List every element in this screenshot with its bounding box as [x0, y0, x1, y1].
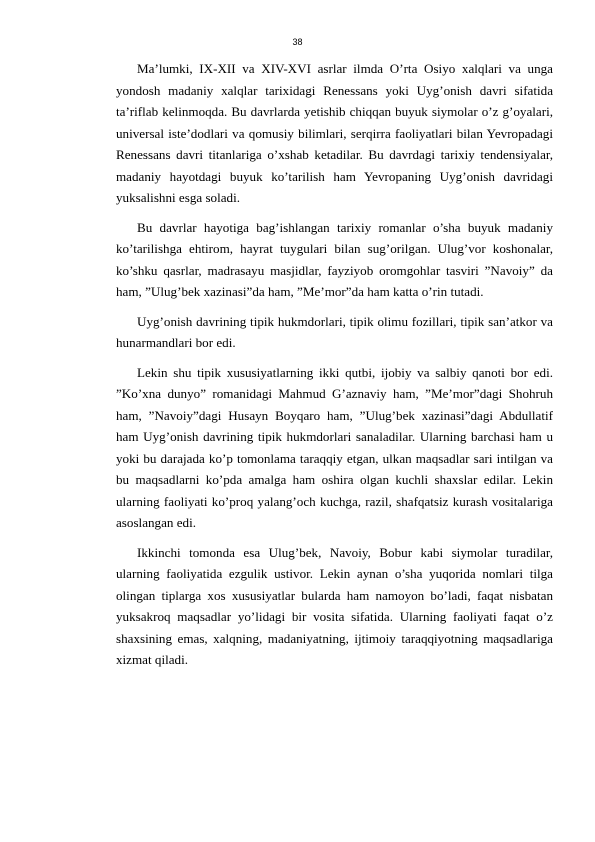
- paragraph-2: Bu davrlar hayotiga bag’ishlangan tarixiy romanlar o’sha buyuk madaniy ko’tarilishga ehtirom, hayrat tuygulari bilan sug’orilgan. Ulug’vor koshonalar, ko’shku qasrlar, madrasayu masjidlar, fayziyob oromgohlar tasviri ”Navoiy” da ham, ”Ulug’bek xazinasi”da ham, ”Me’mor”da ham katta o’rin tutadi.: [116, 219, 553, 299]
- paragraph-4: Lekin shu tipik xususiyatlarning ikki qutbi, ijobiy va salbiy qanoti bor edi. ”Ko’xna dunyo” romanidagi Mahmud G’aznaviy ham, ”Me’mor”dagi Shohruh ham, ”Navoiy”dagi Husayn Boyqaro ham, ”Ulug’bek xazinasi”dagi Abdullatif ham Uyg’onish davrining tipik hukmdorlari sanaladilar. Ularning barchasi ham u yoki bu darajada ko’p tomonlama taraqqiy etgan, ulkan maqsadlar sari intilgan va bu maqsadlarni ko’pda amalga ham oshira olgan kuchli shaxslar edilar. Lekin ularning faoliyati ko’proq yalang’och kuchga, razil, shafqatsiz kurash vositalariga asoslangan edi.: [116, 364, 553, 530]
- page-number: 38: [292, 37, 303, 47]
- paragraph-5: Ikkinchi tomonda esa Ulug’bek, Navoiy, Bobur kabi siymolar turadilar, ularning faoliyatida ezgulik ustivor. Lekin aynan o’sha yuqorida nomlari tilga olingan tiplarga xos xususiyatlar bularda ham namoyon bo’ladi, faqat nisbatan yuksakroq maqsadlar yo’lidagi bir vosita sifatida. Ularning faoliyati faqat o’z shaxsining emas, xalqning, madaniyatning, ijtimoiy taraqqiyotning maqsadlariga xizmat qiladi.: [116, 544, 553, 667]
- paragraph-1: Ma’lumki, IX-XII va XIV-XVI asrlar ilmda O’rta Osiyo xalqlari va unga yondosh madaniy xalqlar tarixidagi Renessans yoki Uyg’onish davri sifatida ta’riflab kelinmoqda. Bu davrlarda yetishib chiqqan buyuk siymolar o’z g’oyalari, universal iste’dodlari va qomusiy bilimlari, serqirra faoliyatlari bilan Yevropadagi Renessans davri titanlariga o’xshab ketadilar. Bu davrdagi tarixiy tendensiyalar, madaniy hayotdagi buyuk ko’tarilish ham Yevropaning Uyg’onish davridagi yuksalishni esga soladi.: [116, 61, 553, 205]
- document-body: [116, 58, 553, 679]
- paragraph-3: Uyg’onish davrining tipik hukmdorlari, tipik olimu fozillari, tipik san’atkor va hunarmandlari bor edi.: [116, 313, 553, 350]
